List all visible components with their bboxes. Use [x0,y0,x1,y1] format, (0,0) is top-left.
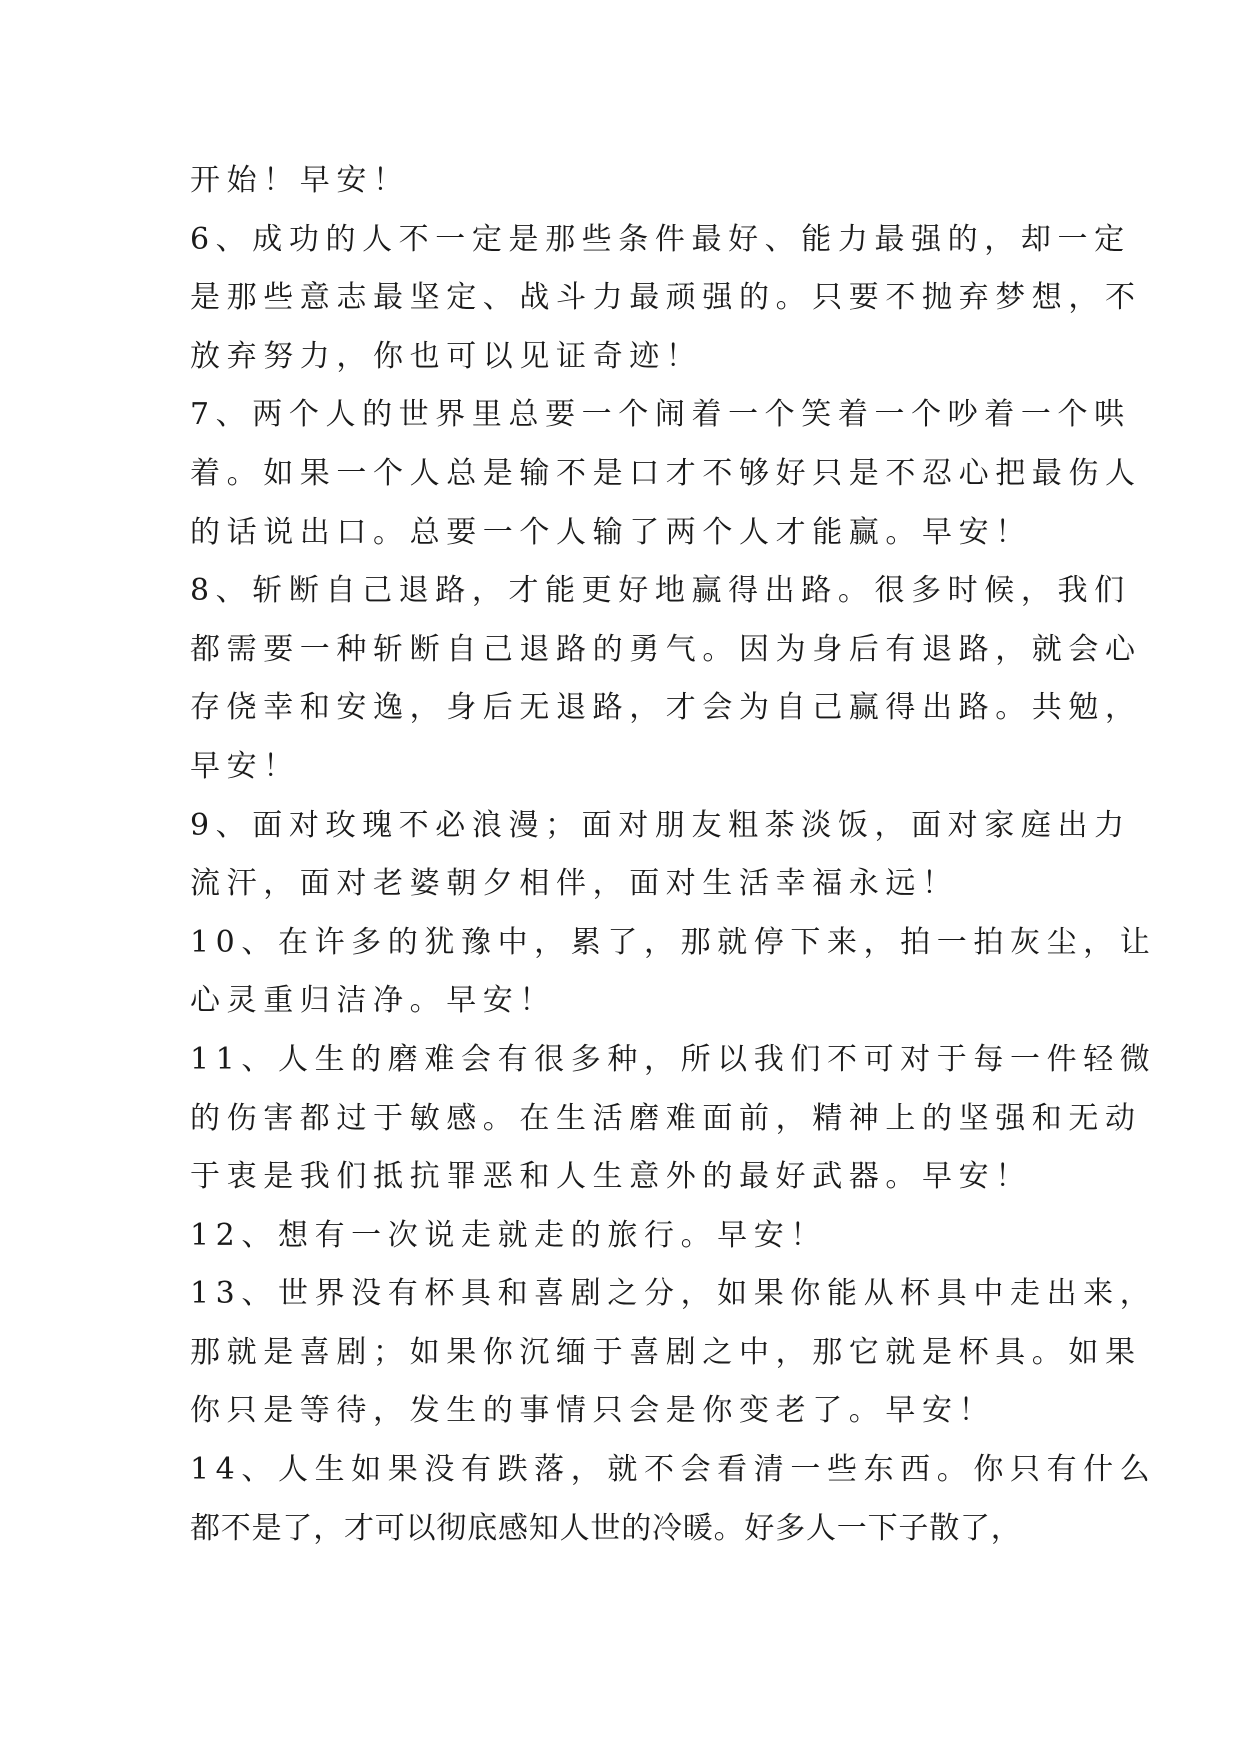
text-line: 13、世界没有杯具和喜剧之分，如果你能从杯具中走出来， [190,1276,1157,1312]
text-line: 14、人生如果没有跌落，就不会看清一些东西。你只有什么 [190,1452,1157,1488]
text-line: 那就是喜剧；如果你沉缅于喜剧之中，那它就是杯具。如果 [190,1334,1142,1370]
text-line: 是那些意志最坚定、战斗力最顽强的。只要不抛弃梦想，不 [190,280,1142,316]
text-line: 着。如果一个人总是输不是口才不够好只是不忍心把最伤人 [190,455,1142,491]
text-line: 开始！早安！ [190,163,410,198]
text-line: 11、人生的磨难会有很多种，所以我们不可对于每一件轻微 [190,1041,1157,1077]
text-line: 的伤害都过于敏感。在生活磨难面前，精神上的坚强和无动 [190,1100,1142,1136]
text-line: 6、成功的人不一定是那些条件最好、能力最强的，却一定 [190,221,1131,257]
text-line: 存侥幸和安逸，身后无退路，才会为自己赢得出路。共勉， [190,690,1142,726]
text-line: 早安！ [190,748,300,784]
text-line: 10、在许多的犹豫中，累了，那就停下来，拍一拍灰尘，让 [190,924,1157,960]
text-line: 9、面对玫瑰不必浪漫；面对朋友粗茶淡饭，面对家庭出力 [190,807,1131,843]
text-line: 于衷是我们抵抗罪恶和人生意外的最好武器。早安！ [190,1159,1032,1195]
text-line: 7、两个人的世界里总要一个闹着一个笑着一个吵着一个哄 [190,397,1131,433]
text-line: 都需要一种斩断自己退路的勇气。因为身后有退路，就会心 [190,631,1142,667]
text-line: 8、斩断自己退路，才能更好地赢得出路。很多时候，我们 [190,573,1131,609]
text-line: 心灵重归洁净。早安！ [190,983,556,1019]
text-line: 流汗，面对老婆朝夕相伴，面对生活幸福永远！ [190,866,959,902]
document-body [190,152,1157,1558]
text-line: 你只是等待，发生的事情只会是你变老了。早安！ [190,1393,996,1429]
text-line: 的话说出口。总要一个人输了两个人才能赢。早安！ [190,514,1032,550]
text-line: 放弃努力，你也可以见证奇迹！ [190,338,703,374]
text-line: 都不是了，才可以彻底感知人世的冷暖。好多人一下子散了， [190,1510,1022,1546]
text-line: 12、想有一次说走就走的旅行。早安！ [190,1217,827,1253]
